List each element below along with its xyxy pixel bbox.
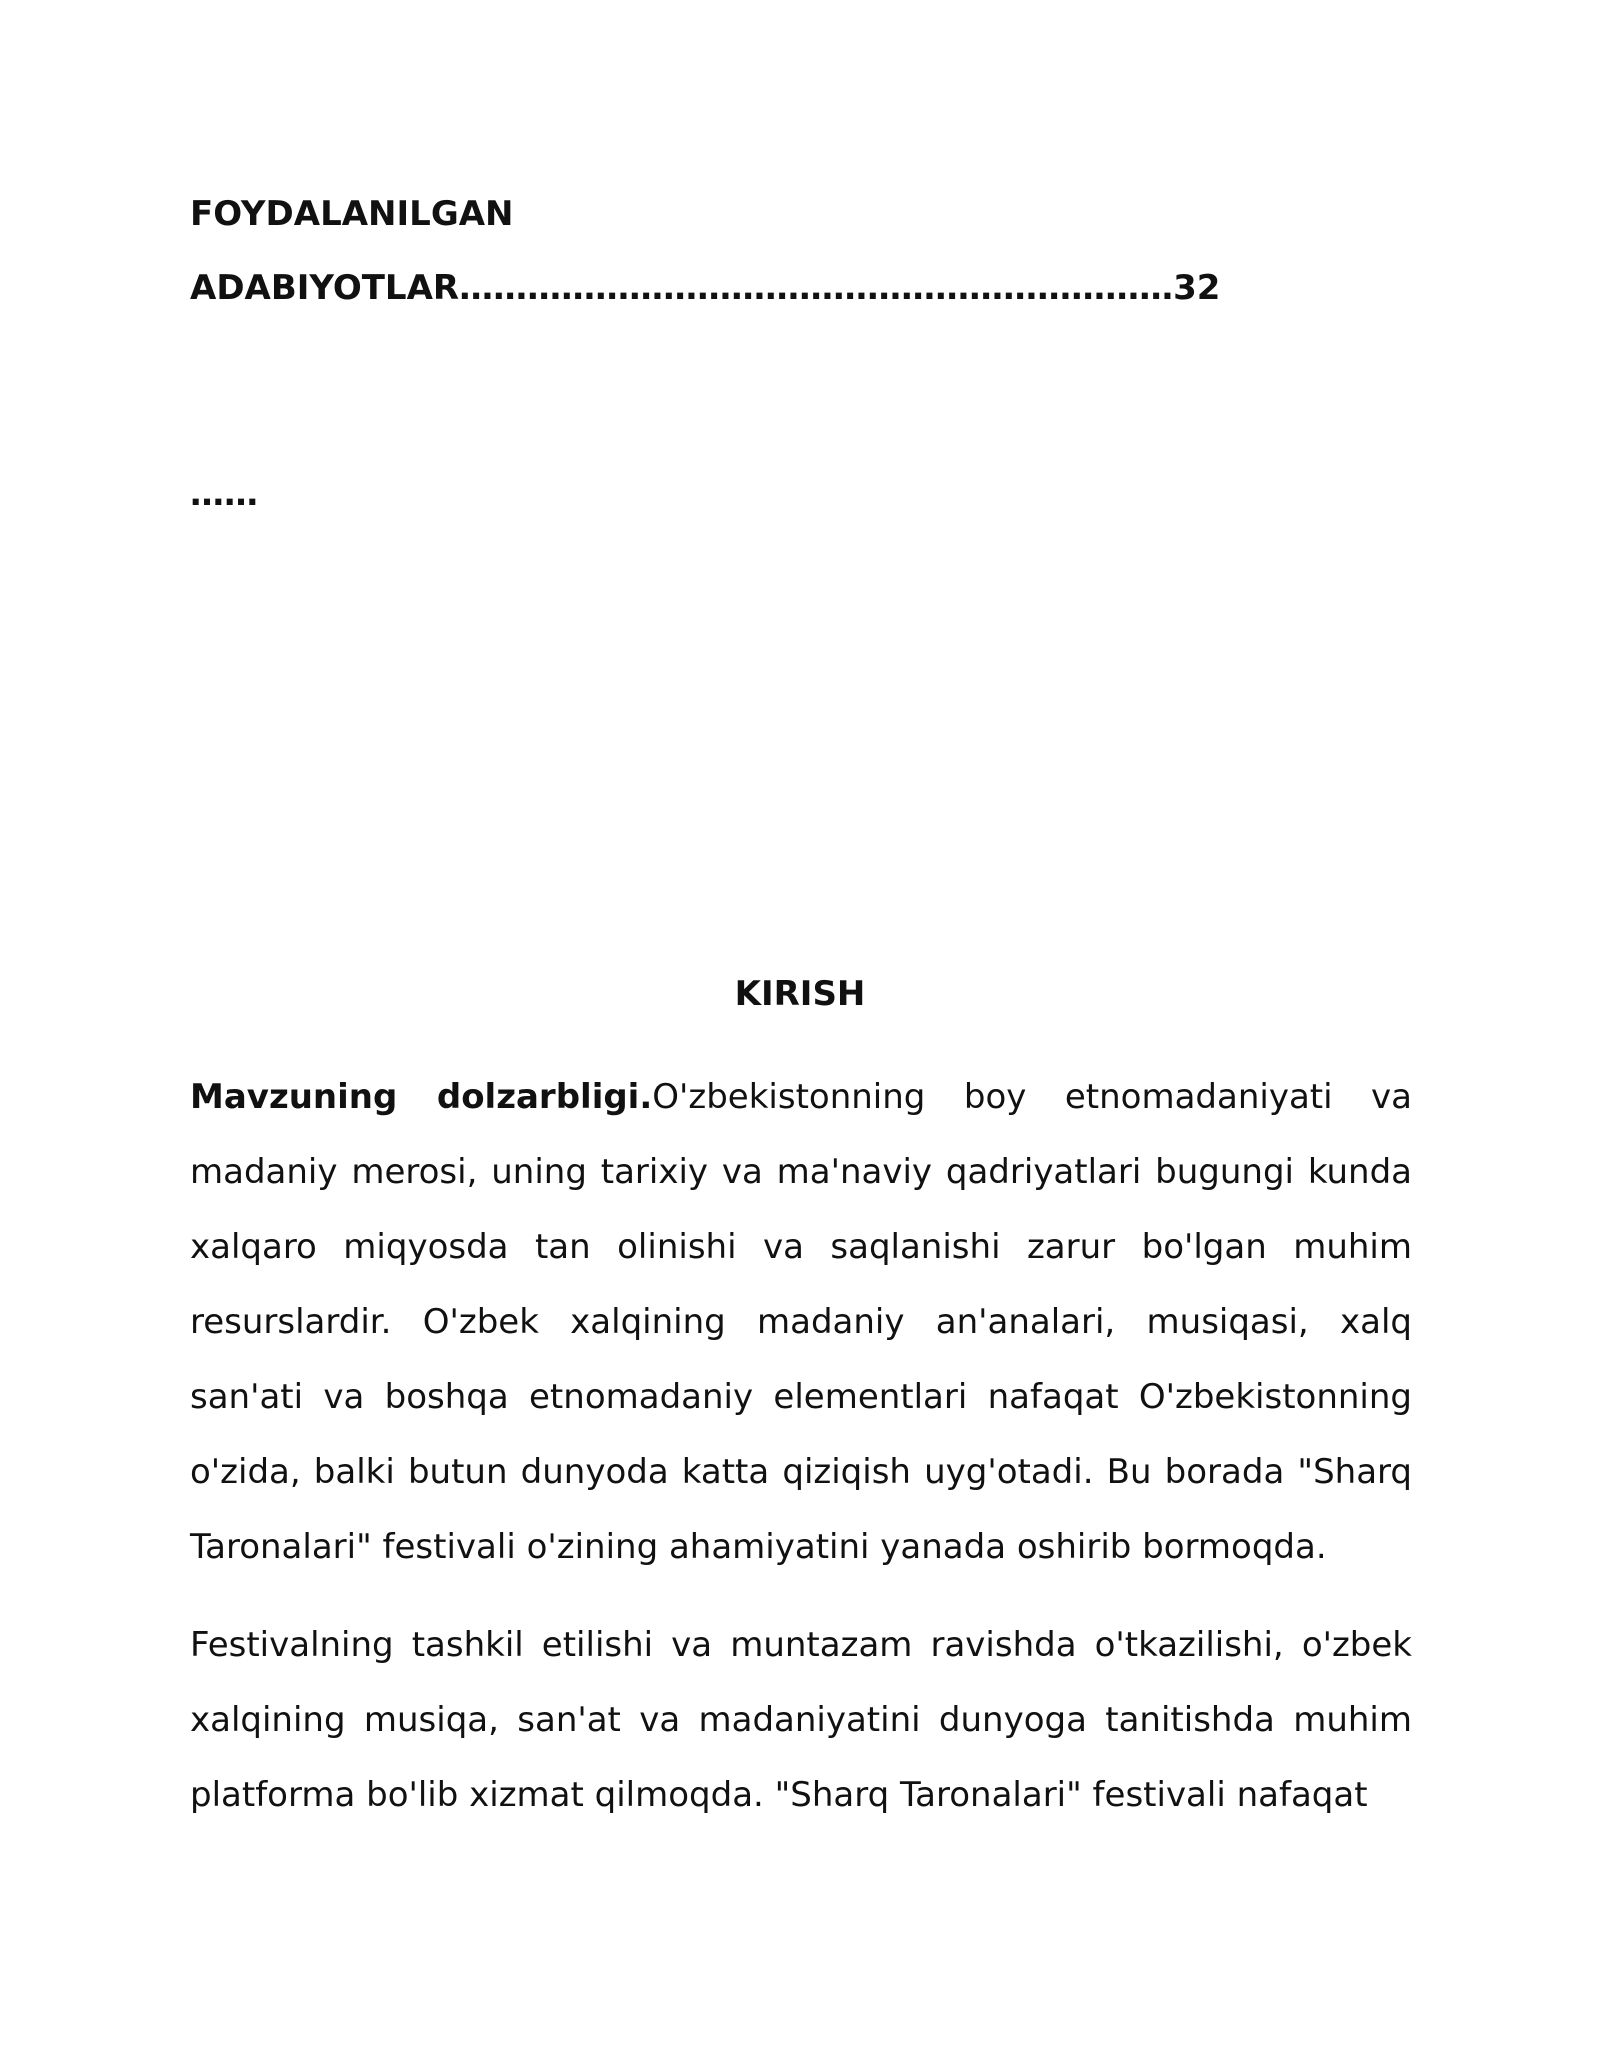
paragraph-relevance <box>190 1060 1412 1585</box>
paragraph-body-text: Festivalning tashkil etilishi va muntazam ravishda o'tkazilishi, o'zbek xalqining musiqa, san'at va madaniyatini dunyoga tanitishda muhim platforma bo'lib xizmat qilmoqda. "Sharq Taronalari" festivali nafaqat <box>190 1625 1412 1815</box>
paragraph-lead-bold: Mavzuning dolzarbligi. <box>190 1077 653 1117</box>
section-heading: KIRISH <box>734 974 866 1014</box>
paragraph-body-text: O'zbekistonning boy etnomadaniyati va madaniy merosi, uning tarixiy va ma'naviy qadriyatlari bugungi kunda xalqaro miqyosda tan olinishi va saqlanishi zarur bo'lgan muhim resurslardir. O'zbek xalqining madaniy an'analari, musiqasi, xalq san'ati va boshqa etnomadaniy elementlari nafaqat O'zbekistonning o'zida, balki butun dunyoda katta qiziqish uyg'otadi. Bu borada "Sharq Taronalari" festivali o'zining ahamiyatini yanada oshirib bormoqda. <box>190 1077 1412 1567</box>
paragraph-festival <box>190 1608 1412 1833</box>
toc-entry-title-line1: FOYDALANILGAN <box>190 194 514 234</box>
toc-entry-title-line2: ADABIYOTLAR………………………………………………………32 <box>190 268 1221 308</box>
toc-ellipsis: …… <box>190 474 258 514</box>
